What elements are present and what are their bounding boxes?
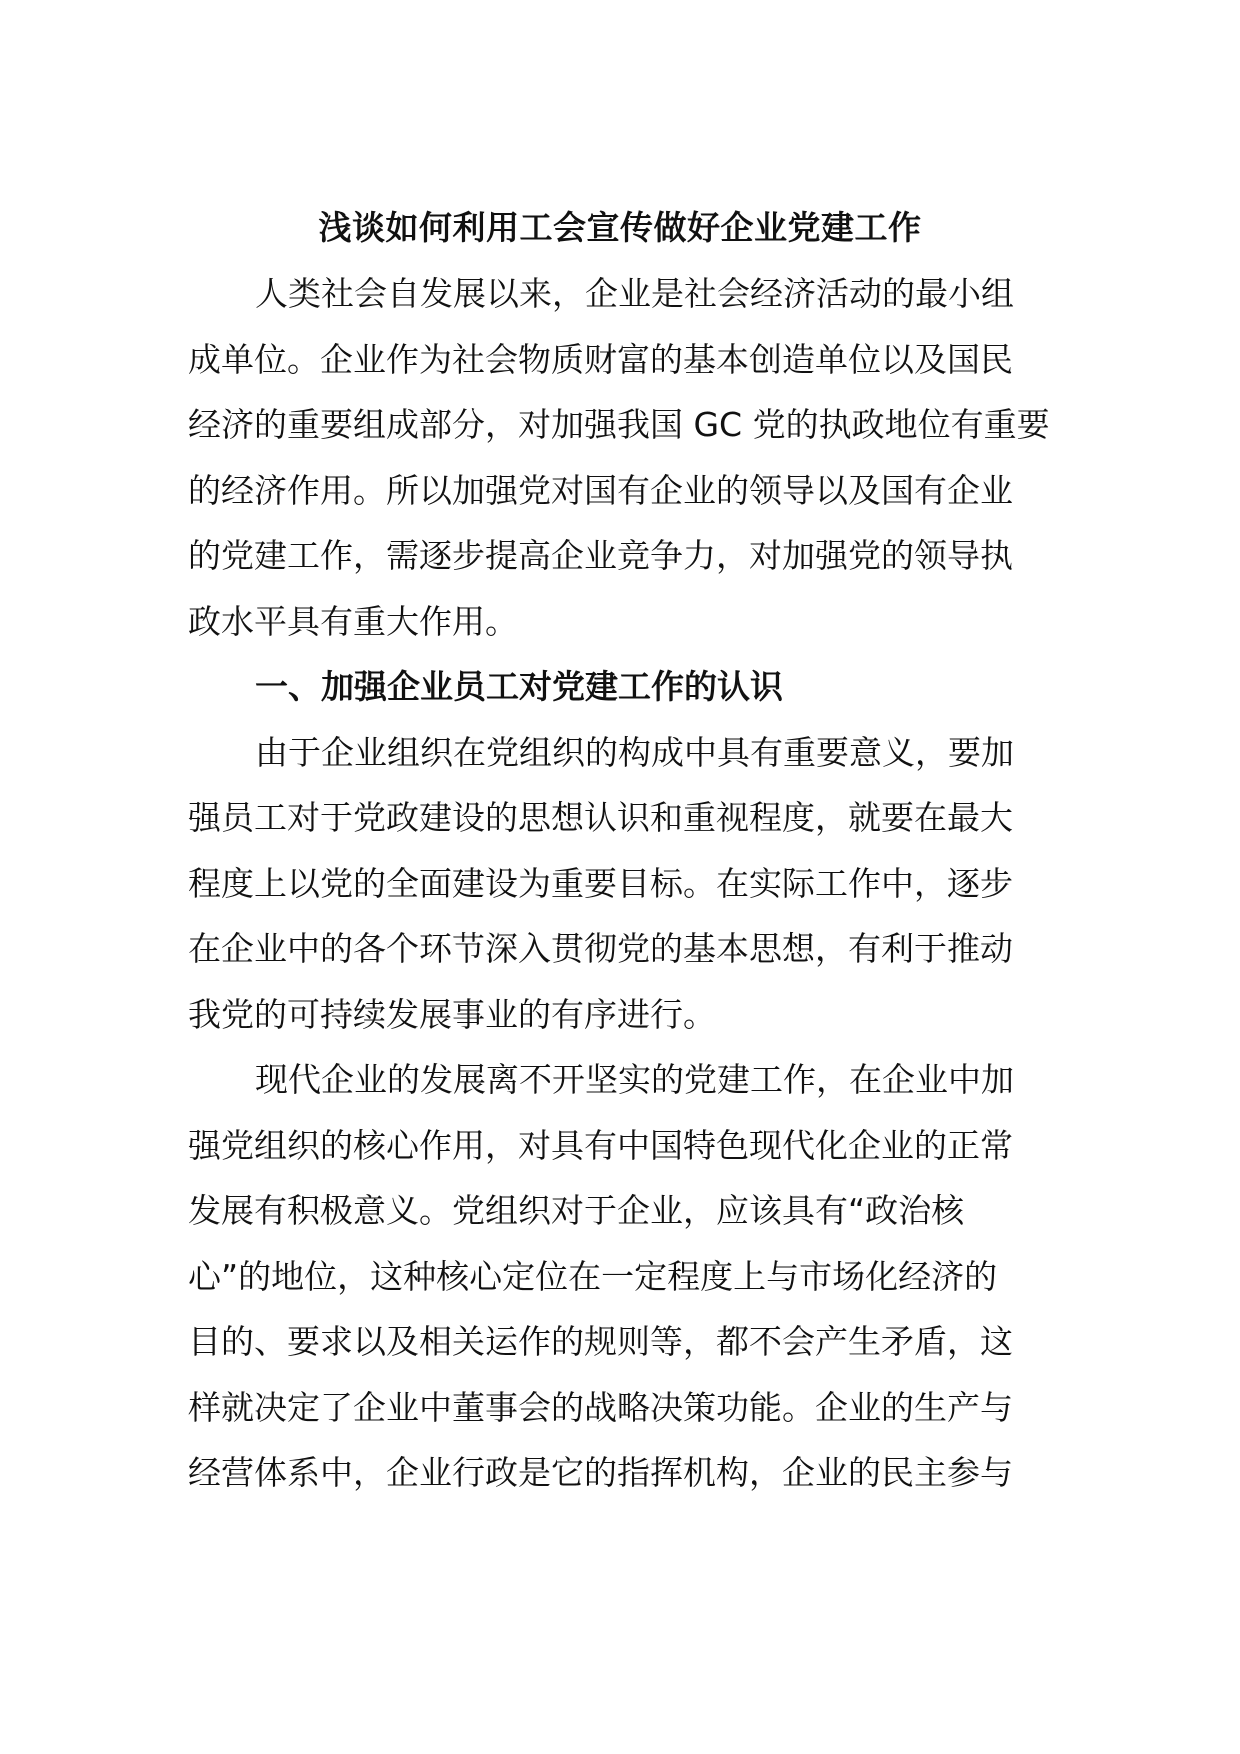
paragraph-line: 我党的可持续发展事业的有序进行。 bbox=[188, 994, 716, 1034]
paragraph-line: 发展有积极意义。党组织对于企业，应该具有“政治核 bbox=[188, 1191, 965, 1230]
paragraph-modern-enterprise bbox=[188, 1047, 1068, 1506]
paragraph-line: 程度上以党的全面建设为重要目标。在实际工作中，逐步 bbox=[188, 863, 1013, 903]
paragraph-line: 政水平具有重大作用。 bbox=[188, 601, 518, 641]
paragraph-line: 强员工对于党政建设的思想认识和重视程度，就要在最大 bbox=[188, 798, 1013, 837]
paragraph-line: 由于企业组织在党组织的构成中具有重要意义，要加 bbox=[255, 732, 1014, 772]
paragraph-line: 人类社会自发展以来，企业是社会经济活动的最小组 bbox=[255, 274, 1014, 313]
paragraph-line: 现代企业的发展离不开坚实的党建工作，在企业中加 bbox=[255, 1060, 1014, 1099]
paragraph-line: 目的、要求以及相关运作的规则等，都不会产生矛盾，这 bbox=[188, 1322, 1013, 1361]
paragraph-employee-awareness bbox=[188, 720, 1068, 1048]
section-heading bbox=[188, 654, 1068, 720]
paragraph-line: 心”的地位，这种核心定位在一定程度上与市场化经济的 bbox=[188, 1256, 998, 1296]
paragraph-line: 的经济作用。所以加强党对国有企业的领导以及国有企业 bbox=[188, 470, 1013, 510]
paragraph-line: 经济的重要组成部分，对加强我国 GC 党的执政地位有重要 bbox=[188, 405, 1050, 444]
document-title: 浅谈如何利用工会宣传做好企业党建工作 bbox=[318, 208, 922, 247]
paragraph-intro bbox=[188, 261, 1068, 654]
paragraph-line: 强党组织的核心作用，对具有中国特色现代化企业的正常 bbox=[188, 1125, 1013, 1165]
paragraph-line: 的党建工作，需逐步提高企业竞争力，对加强党的领导执 bbox=[188, 536, 1013, 575]
paragraph-line: 样就决定了企业中董事会的战略决策功能。企业的生产与 bbox=[188, 1387, 1013, 1427]
paragraph-line: 在企业中的各个环节深入贯彻党的基本思想，有利于推动 bbox=[188, 929, 1013, 968]
paragraph-line: 经营体系中，企业行政是它的指挥机构，企业的民主参与 bbox=[188, 1453, 1013, 1492]
section-heading-text: 一、加强企业员工对党建工作的认识 bbox=[255, 667, 783, 706]
document-body bbox=[188, 261, 1068, 1506]
paragraph-line: 成单位。企业作为社会物质财富的基本创造单位以及国民 bbox=[188, 339, 1013, 379]
